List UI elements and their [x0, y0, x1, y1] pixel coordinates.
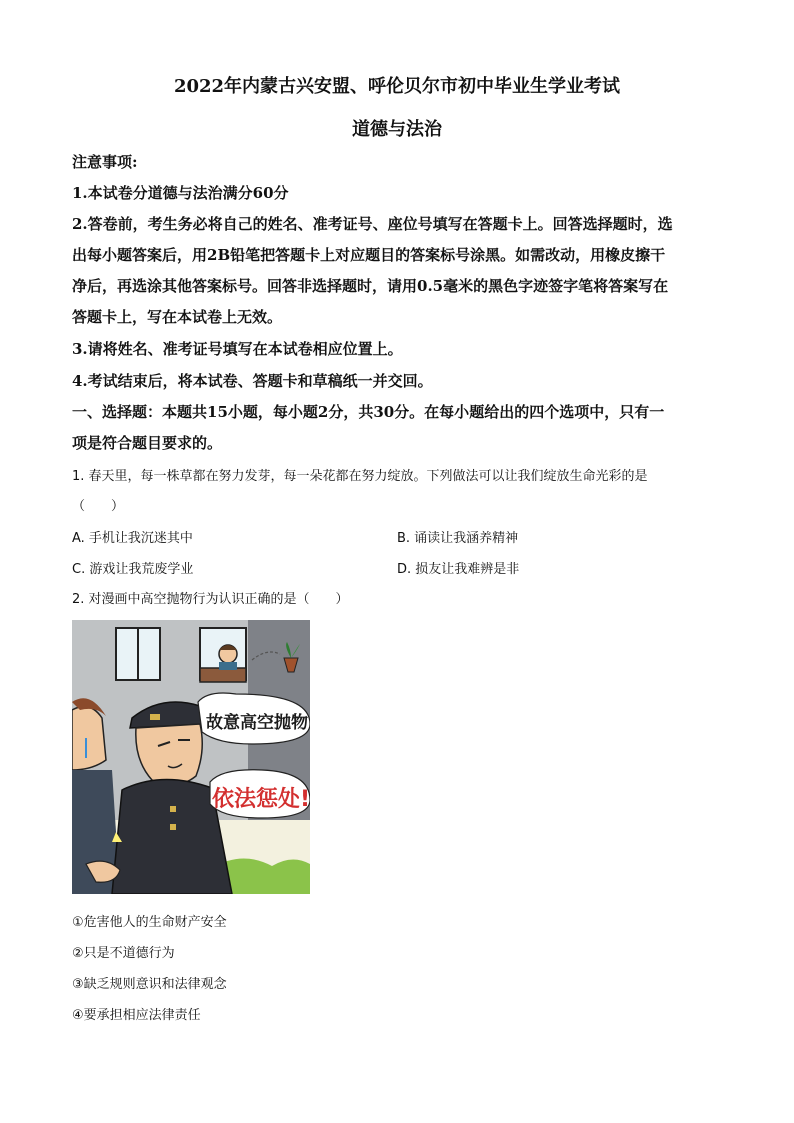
comic-illustration: [72, 620, 310, 894]
note-line-1: 1.本试卷分道德与法治满分60分: [72, 184, 289, 202]
note-line-2: 2.答卷前，考生务必将自己的姓名、准考证号、座位号填写在答题卡上。回答选择题时，选: [72, 215, 673, 233]
comic-text-intentional-throwing: 故意高空抛物: [206, 713, 308, 733]
exam-title: 2022年内蒙古兴安盟、呼伦贝尔市初中毕业生学业考试: [173, 76, 621, 97]
q1-option-a: A. 手机让我沉迷其中: [72, 531, 193, 546]
q1-option-c: C. 游戏让我荒废学业: [72, 562, 194, 577]
q1-option-d: D. 损友让我难辨是非: [397, 562, 520, 577]
note-line-5: 答题卡上，写在本试卷上无效。: [72, 308, 283, 326]
note-line-4: 净后，再选涂其他答案标号。回答非选择题时，请用0.5毫米的黑色字迹签字笔将答案写在: [72, 277, 669, 295]
section-heading-line-2: 项是符合题目要求的。: [72, 434, 223, 452]
q1-stem: 1. 春天里，每一株草都在努力发芽，每一朵花都在努力绽放。下列做法可以让我们绽放生命光彩的是: [72, 469, 648, 484]
q2-statement-1: ①危害他人的生命财产安全: [72, 915, 227, 930]
q2-statement-4: ④要承担相应法律责任: [72, 1008, 201, 1023]
q1-paren: （ ）: [72, 499, 125, 514]
q2-statement-2: ②只是不道德行为: [72, 946, 175, 961]
note-line-3: 出每小题答案后，用2B铅笔把答题卡上对应题目的答案标号涂黑。如需改动，用橡皮擦干: [72, 246, 666, 264]
section-heading-line-1: 一、选择题：本题共15小题，每小题2分，共30分。在每小题给出的四个选项中，只有一: [72, 403, 665, 421]
notes-heading: 注意事项:: [72, 153, 138, 171]
comic-text-punish-by-law: 依法惩处!: [212, 787, 310, 812]
q2-stem: 2. 对漫画中高空抛物行为认识正确的是（ ）: [72, 592, 349, 607]
q2-statement-3: ③缺乏规则意识和法律观念: [72, 977, 227, 992]
note-line-7: 4.考试结束后，将本试卷、答题卡和草稿纸一并交回。: [72, 372, 433, 390]
exam-subject: 道德与法治: [352, 119, 442, 140]
note-line-6: 3.请将姓名、准考证号填写在本试卷相应位置上。: [72, 340, 403, 358]
q1-option-b: B. 诵读让我涵养精神: [397, 531, 519, 546]
